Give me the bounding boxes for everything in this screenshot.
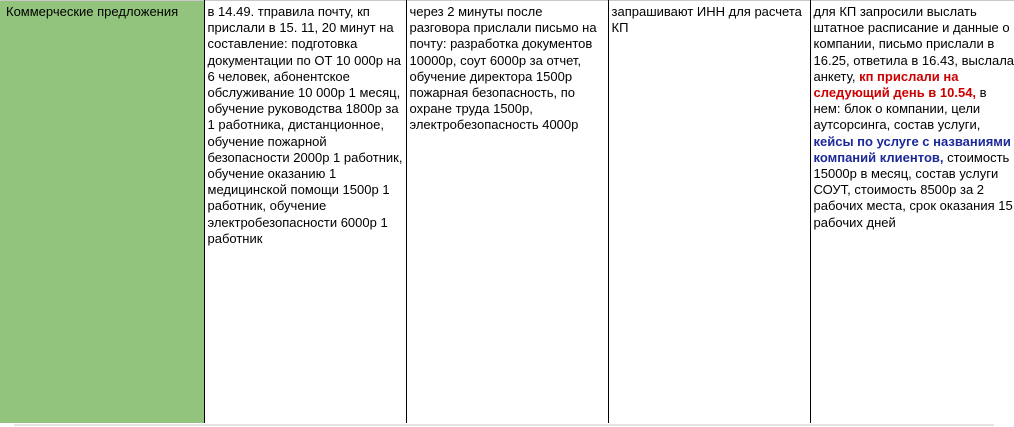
cell-category-text: Коммерческие предложения: [6, 4, 179, 19]
cell-competitor-4-text-part2: в нем: блок о компании, цели аутсорсинга, состав услуги,: [813, 85, 987, 133]
table-row: [0, 1, 1014, 425]
horizontal-scrollbar[interactable]: [14, 424, 994, 426]
cell-competitor-2[interactable]: [406, 1, 608, 425]
cell-competitor-4-blue-highlight: кейсы по услуге с названиями компаний клиентов,: [813, 133, 1011, 165]
cell-competitor-4-red-highlight: кп прислали на следующий день в 10.54,: [813, 68, 977, 101]
cell-competitor-1-text: в 14.49. тправила почту, кп прислали в 15. 11, 20 минут на составление: подготовка документации по ОТ 10 000р на 6 человек, абонентское обслуживание 10 000р 1 месяц, обучение руководства 1800р за 1 работника, дистанционное, обучение пожарной безопасности 2000р 1 работник, обучение оказанию 1 медицинской помощи 1500р 1 работник, обучение электробезопасности 6000р 1 работник: [207, 4, 403, 246]
cell-competitor-1[interactable]: [204, 1, 406, 425]
cell-category[interactable]: [0, 1, 204, 425]
cell-competitor-3[interactable]: [608, 1, 810, 425]
cell-competitor-2-text: через 2 минуты после разговора прислали письмо на почту: разработка документов 10000р, соут 6000р за отчет, обучение директора 1500р пожарная безопасность, по охране труда 1500р, электробезопасность 4000р: [409, 4, 597, 133]
cell-competitor-3-text: запрашивают ИНН для расчета КП: [611, 4, 802, 36]
cell-competitor-4-text-part3: стоимость 15000р в месяц, состав услуги СОУТ, стоимость 8500р за 2 рабочих места, срок оказания 15 рабочих дней: [813, 149, 1013, 230]
cell-competitor-4[interactable]: [810, 1, 1014, 425]
cell-competitor-4-text-part1: для КП запросили выслать штатное расписание и данные о компании, письмо прислали в 16.25, ответила в 16.43, выслала анкету,: [813, 4, 1014, 84]
